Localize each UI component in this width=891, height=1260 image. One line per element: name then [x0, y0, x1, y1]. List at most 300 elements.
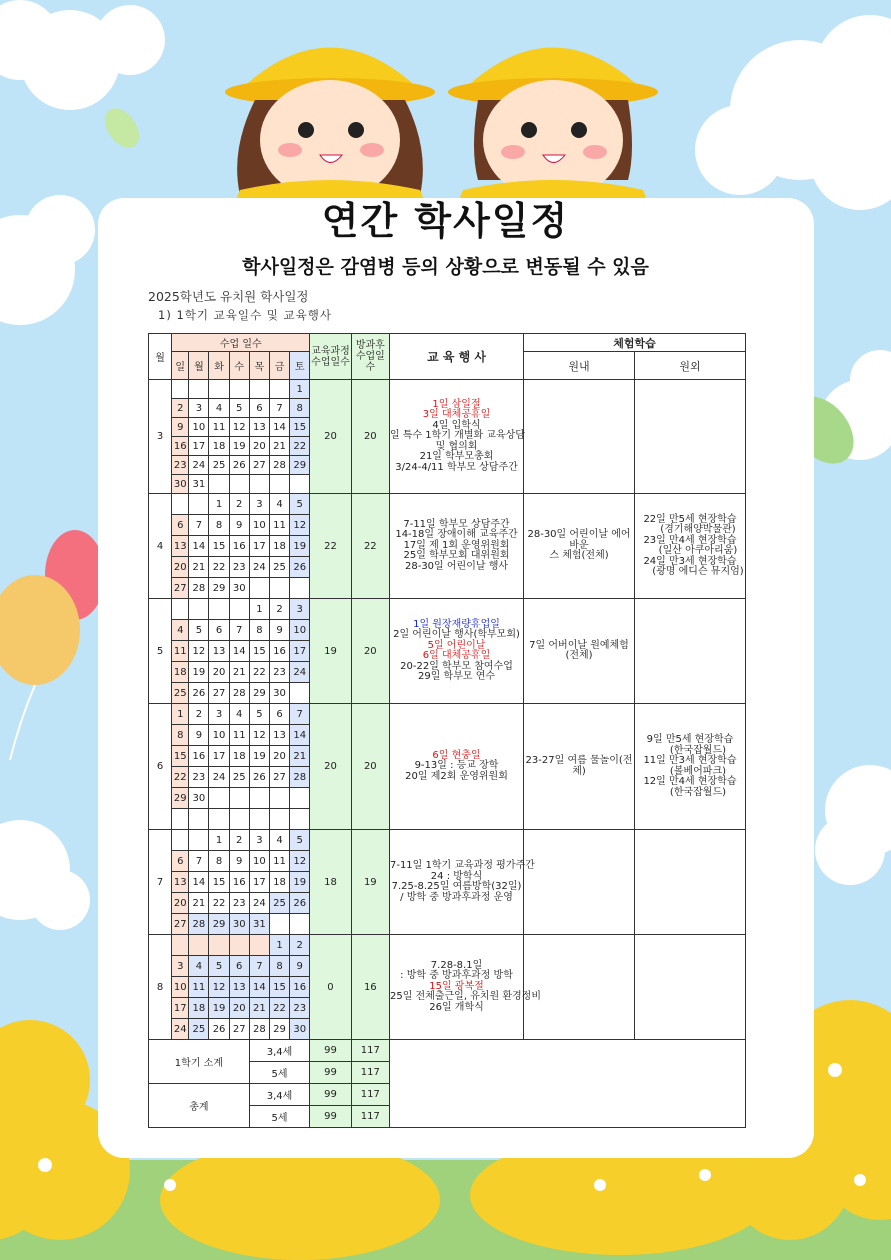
calendar-day: 1 [209, 830, 229, 851]
calendar-day: 8 [269, 956, 289, 977]
calendar-day: 10 [249, 851, 269, 872]
calendar-day: 21 [249, 998, 269, 1019]
header-thu: 목 [249, 352, 269, 380]
calendar-day: 26 [249, 767, 269, 788]
calendar-day: 7 [189, 515, 209, 536]
summary-curriculum: 99 [310, 1106, 351, 1128]
calendar-day [189, 830, 209, 851]
experience-line: 28-30일 어린이날 에어바운 [527, 529, 631, 551]
curriculum-days: 20 [310, 704, 351, 830]
calendar-day: 10 [189, 418, 209, 437]
calendar-day [249, 935, 269, 956]
event-line: 6일 현충일 [432, 749, 481, 761]
calendar-day: 1 [209, 494, 229, 515]
calendar-day: 5 [209, 956, 229, 977]
curriculum-days: 18 [310, 830, 351, 935]
calendar-day: 6 [269, 704, 289, 725]
calendar-day: 14 [249, 977, 269, 998]
afterschool-days: 22 [351, 494, 389, 599]
calendar-day: 11 [269, 515, 289, 536]
page-title: 연간 학사일정 [321, 199, 570, 243]
calendar-day: 20 [172, 893, 189, 914]
calendar-day: 25 [189, 1019, 209, 1040]
header-mon: 월 [189, 352, 209, 380]
calendar-day: 30 [229, 578, 249, 599]
calendar-day: 9 [172, 418, 189, 437]
calendar-day: 14 [189, 536, 209, 557]
calendar-day: 7 [189, 851, 209, 872]
month-label: 5 [149, 599, 172, 704]
event-line: 9-13일 : 등교 장학 [414, 760, 499, 772]
calendar-day [209, 935, 229, 956]
calendar-day: 5 [229, 399, 249, 418]
calendar-day [229, 788, 249, 809]
calendar-day: 11 [229, 725, 249, 746]
calendar-day: 18 [269, 872, 289, 893]
calendar-day: 23 [269, 662, 289, 683]
calendar-day [172, 935, 189, 956]
calendar-day: 27 [269, 767, 289, 788]
calendar-day: 11 [269, 851, 289, 872]
summary-afterschool: 117 [351, 1062, 389, 1084]
calendar-day [209, 788, 229, 809]
calendar-day: 28 [189, 914, 209, 935]
calendar-day [249, 809, 269, 830]
curriculum-days: 19 [310, 599, 351, 704]
month-label: 4 [149, 494, 172, 599]
calendar-day: 17 [249, 536, 269, 557]
calendar-day: 4 [172, 620, 189, 641]
experience-in-cell [524, 599, 635, 704]
calendar-day: 2 [290, 935, 310, 956]
experience-line: (한국잡월드) [669, 744, 727, 756]
header-curriculum-days: 교육과정 수업일수 [310, 334, 351, 380]
calendar-day [269, 809, 289, 830]
calendar-day: 20 [209, 662, 229, 683]
calendar-day [269, 578, 289, 599]
calendar-day: 2 [189, 704, 209, 725]
afterschool-days: 19 [351, 830, 389, 935]
calendar-day: 29 [209, 578, 229, 599]
calendar-day: 21 [189, 893, 209, 914]
calendar-day: 19 [249, 746, 269, 767]
calendar-day: 16 [229, 536, 249, 557]
calendar-day: 27 [172, 578, 189, 599]
calendar-day: 12 [249, 725, 269, 746]
calendar-day: 1 [249, 599, 269, 620]
event-line: 3/24-4/11 학부모 상담주간 [395, 461, 518, 473]
schedule-table [148, 333, 746, 1128]
experience-out-cell [634, 494, 745, 599]
event-line: 1일 삼일절 [432, 398, 481, 410]
summary-afterschool: 117 [351, 1040, 389, 1062]
calendar-day: 11 [172, 641, 189, 662]
experience-in-cell [524, 830, 635, 935]
experience-out-cell [634, 599, 745, 704]
event-line: 7.28-8.1일 [430, 959, 483, 971]
calendar-day [229, 809, 249, 830]
calendar-day: 2 [229, 494, 249, 515]
summary-curriculum: 99 [310, 1062, 351, 1084]
calendar-day [229, 935, 249, 956]
calendar-day: 24 [290, 662, 310, 683]
calendar-day: 22 [172, 767, 189, 788]
afterschool-days: 20 [351, 704, 389, 830]
calendar-day: 29 [172, 788, 189, 809]
calendar-day: 26 [229, 456, 249, 475]
calendar-day: 2 [269, 599, 289, 620]
summary-afterschool: 117 [351, 1106, 389, 1128]
header-experience: 체험학습 [524, 334, 746, 352]
summary-age: 3,4세 [249, 1040, 310, 1062]
calendar-day: 17 [209, 746, 229, 767]
section-heading: 1) 1학기 교육일수 및 교육행사 [158, 308, 332, 322]
experience-line: 11일 만3세 현장학습 [643, 755, 737, 766]
summary-age: 3,4세 [249, 1084, 310, 1106]
calendar-day [172, 809, 189, 830]
calendar-day: 18 [229, 746, 249, 767]
event-line: 5일 어린이날 [427, 639, 486, 651]
calendar-day: 3 [172, 956, 189, 977]
calendar-day: 12 [229, 418, 249, 437]
total-label: 총계 [149, 1084, 250, 1128]
experience-in-cell [524, 494, 635, 599]
calendar-day: 9 [269, 620, 289, 641]
document-heading: 2025학년도 유치원 학사일정 [148, 289, 309, 304]
calendar-day: 6 [172, 851, 189, 872]
calendar-day: 25 [172, 683, 189, 704]
calendar-day: 10 [290, 620, 310, 641]
calendar-day: 22 [249, 662, 269, 683]
calendar-day [290, 788, 310, 809]
calendar-day: 2 [229, 830, 249, 851]
calendar-day: 24 [209, 767, 229, 788]
calendar-day: 13 [249, 418, 269, 437]
calendar-day: 20 [229, 998, 249, 1019]
calendar-day: 4 [269, 494, 289, 515]
calendar-day: 27 [209, 683, 229, 704]
experience-line: 23일 만4세 현장학습 [643, 534, 737, 546]
calendar-day: 7 [290, 704, 310, 725]
experience-in-cell [524, 704, 635, 830]
calendar-day: 26 [189, 683, 209, 704]
calendar-day: 25 [269, 557, 289, 578]
calendar-day [189, 599, 209, 620]
calendar-day: 15 [269, 977, 289, 998]
header-exp-in: 원내 [524, 352, 635, 380]
header-wed: 수 [229, 352, 249, 380]
calendar-day: 11 [189, 977, 209, 998]
calendar-day: 18 [269, 536, 289, 557]
calendar-day [290, 683, 310, 704]
event-line: 6일 대체공휴일 [422, 650, 491, 661]
calendar-day [290, 475, 310, 494]
calendar-day: 13 [229, 977, 249, 998]
calendar-day: 23 [229, 893, 249, 914]
curriculum-days: 0 [310, 935, 351, 1040]
calendar-day [189, 494, 209, 515]
calendar-day [172, 830, 189, 851]
calendar-day: 7 [249, 956, 269, 977]
calendar-day: 28 [269, 456, 289, 475]
event-line: 15일 광복절 [429, 980, 484, 992]
calendar-day: 11 [209, 418, 229, 437]
calendar-day: 3 [290, 599, 310, 620]
calendar-day: 18 [172, 662, 189, 683]
calendar-day: 30 [189, 788, 209, 809]
calendar-day: 6 [249, 399, 269, 418]
calendar-day: 26 [290, 893, 310, 914]
events-cell [389, 380, 523, 494]
calendar-day: 14 [290, 725, 310, 746]
calendar-day [209, 809, 229, 830]
event-line: 7-11일 학부모 상담주간 [403, 518, 510, 530]
events-cell [389, 599, 523, 704]
calendar-day: 23 [189, 767, 209, 788]
event-line: 17일 제 1회 운영위원회 [403, 539, 510, 551]
calendar-day: 25 [229, 767, 249, 788]
calendar-day: 19 [229, 437, 249, 456]
event-line: 25일 학부모회 대위원회 [403, 550, 510, 562]
calendar-day: 1 [269, 935, 289, 956]
calendar-day: 1 [290, 380, 310, 399]
header-fri: 금 [269, 352, 289, 380]
calendar-day: 21 [269, 437, 289, 456]
calendar-day [229, 599, 249, 620]
experience-in-cell [524, 380, 635, 494]
calendar-day: 21 [189, 557, 209, 578]
calendar-day: 13 [172, 536, 189, 557]
calendar-day: 28 [189, 578, 209, 599]
event-line: : 방학 중 방과후과정 방학 [400, 970, 513, 982]
calendar-day: 19 [189, 662, 209, 683]
event-line: 14-18일 장애이해 교육주간 [395, 529, 518, 541]
experience-line: 스 체험(전체) [549, 550, 609, 562]
afterschool-days: 20 [351, 380, 389, 494]
calendar-day [189, 380, 209, 399]
calendar-day: 12 [209, 977, 229, 998]
calendar-day: 8 [209, 851, 229, 872]
calendar-day: 24 [249, 557, 269, 578]
calendar-day: 8 [290, 399, 310, 418]
event-line: 4일 입학식 [432, 419, 481, 431]
calendar-day: 20 [269, 746, 289, 767]
calendar-day: 10 [209, 725, 229, 746]
calendar-day: 22 [209, 893, 229, 914]
calendar-day: 16 [269, 641, 289, 662]
calendar-day: 21 [229, 662, 249, 683]
calendar-day: 13 [209, 641, 229, 662]
calendar-day: 25 [269, 893, 289, 914]
calendar-day: 3 [189, 399, 209, 418]
events-cell [389, 935, 541, 1040]
month-label: 6 [149, 704, 172, 830]
header-events: 교 육 행 사 [389, 334, 523, 380]
calendar-day: 15 [249, 641, 269, 662]
calendar-day: 1 [172, 704, 189, 725]
calendar-day: 16 [290, 977, 310, 998]
calendar-day: 5 [290, 494, 310, 515]
calendar-day: 10 [172, 977, 189, 998]
calendar-day: 29 [249, 683, 269, 704]
experience-line: 22일 만5세 현장학습 [643, 513, 737, 525]
curriculum-days: 20 [310, 380, 351, 494]
calendar-day: 20 [249, 437, 269, 456]
calendar-day: 29 [269, 1019, 289, 1040]
event-line: 7.25-8.25일 여름방학(32일) [391, 881, 522, 892]
calendar-day: 9 [229, 515, 249, 536]
month-label: 3 [149, 380, 172, 494]
calendar-day [269, 788, 289, 809]
event-line: 일 특수 1학기 개별화 교육상담 [389, 430, 525, 442]
calendar-day: 15 [209, 872, 229, 893]
calendar-day: 24 [249, 893, 269, 914]
calendar-day: 4 [209, 399, 229, 418]
event-line: 7-11일 1학기 교육과정 평가주간 [389, 860, 535, 871]
calendar-day: 15 [172, 746, 189, 767]
event-line: 26일 개학식 [429, 1001, 484, 1013]
calendar-day [249, 380, 269, 399]
calendar-day: 28 [249, 1019, 269, 1040]
calendar-day: 12 [189, 641, 209, 662]
calendar-day: 9 [290, 956, 310, 977]
calendar-day [290, 809, 310, 830]
event-line: / 방학 중 방과후과정 운영 [400, 891, 513, 903]
calendar-day [189, 809, 209, 830]
calendar-day: 23 [229, 557, 249, 578]
summary-age: 5세 [249, 1062, 310, 1084]
calendar-day: 16 [229, 872, 249, 893]
header-sun: 일 [172, 352, 189, 380]
calendar-day: 17 [249, 872, 269, 893]
calendar-day: 30 [269, 683, 289, 704]
page-subtitle: 학사일정은 감염병 등의 상황으로 변동될 수 있음 [242, 256, 649, 278]
calendar-day: 6 [209, 620, 229, 641]
calendar-day: 27 [229, 1019, 249, 1040]
summary-age: 5세 [249, 1106, 310, 1128]
event-line: 20-22일 학부모 참여수업 [400, 660, 513, 672]
calendar-day: 30 [290, 1019, 310, 1040]
event-line: 24 : 방학식 [430, 870, 483, 882]
calendar-day: 8 [172, 725, 189, 746]
calendar-day: 23 [290, 998, 310, 1019]
calendar-day: 6 [172, 515, 189, 536]
calendar-day: 30 [172, 475, 189, 494]
summary-curriculum: 99 [310, 1040, 351, 1062]
calendar-day: 26 [290, 557, 310, 578]
header-month: 월 [149, 334, 172, 380]
calendar-day: 7 [229, 620, 249, 641]
experience-in-cell [524, 935, 635, 1040]
header-afterschool-days: 방과후 수업일수 [351, 334, 389, 380]
header-exp-out: 원외 [634, 352, 745, 380]
events-cell [389, 494, 523, 599]
calendar-day: 22 [290, 437, 310, 456]
calendar-day: 21 [290, 746, 310, 767]
calendar-day: 9 [189, 725, 209, 746]
experience-out-cell [634, 704, 745, 830]
experience-line: 9일 만5세 현장학습 [646, 734, 734, 745]
calendar-day [269, 914, 289, 935]
calendar-day: 8 [209, 515, 229, 536]
calendar-day: 3 [209, 704, 229, 725]
calendar-day: 22 [269, 998, 289, 1019]
calendar-day: 16 [189, 746, 209, 767]
header-tue: 화 [209, 352, 229, 380]
calendar-day: 14 [269, 418, 289, 437]
curriculum-days: 22 [310, 494, 351, 599]
calendar-day: 28 [229, 683, 249, 704]
calendar-day: 3 [249, 494, 269, 515]
events-cell [389, 704, 523, 830]
month-label: 8 [149, 935, 172, 1040]
semester-subtotal-label: 1학기 소계 [149, 1040, 250, 1084]
header-sat: 토 [290, 352, 310, 380]
event-line: 21일 학부모총회 [419, 451, 494, 463]
event-line: 2일 어린이날 행사(학부모회) [393, 629, 520, 640]
experience-line: 23-27일 여름 물놀이(전체) [525, 755, 633, 777]
calendar-day: 12 [290, 515, 310, 536]
calendar-day: 20 [172, 557, 189, 578]
calendar-day: 15 [290, 418, 310, 437]
calendar-day: 16 [172, 437, 189, 456]
calendar-day: 4 [229, 704, 249, 725]
calendar-day: 31 [189, 475, 209, 494]
event-line: 1일 원장재량휴업일 [413, 618, 500, 630]
calendar-day [269, 475, 289, 494]
experience-line: 7일 어버이날 원예체험(전체) [529, 639, 629, 661]
calendar-day: 17 [172, 998, 189, 1019]
calendar-day: 19 [290, 536, 310, 557]
calendar-day: 5 [290, 830, 310, 851]
calendar-day: 5 [189, 620, 209, 641]
calendar-day [229, 475, 249, 494]
calendar-day: 25 [209, 456, 229, 475]
calendar-day: 12 [290, 851, 310, 872]
afterschool-days: 16 [351, 935, 389, 1040]
calendar-day: 24 [172, 1019, 189, 1040]
calendar-day [172, 599, 189, 620]
calendar-day: 3 [249, 830, 269, 851]
calendar-day [189, 935, 209, 956]
calendar-day [172, 494, 189, 515]
summary-afterschool: 117 [351, 1084, 389, 1106]
experience-line: 12일 만4세 현장학습 [643, 776, 737, 787]
calendar-day: 24 [189, 456, 209, 475]
afterschool-days: 20 [351, 599, 389, 704]
calendar-day: 29 [209, 914, 229, 935]
calendar-day: 14 [229, 641, 249, 662]
calendar-day: 19 [209, 998, 229, 1019]
calendar-day [249, 578, 269, 599]
experience-out-cell [634, 830, 745, 935]
month-label: 7 [149, 830, 172, 935]
calendar-day: 9 [229, 851, 249, 872]
calendar-day: 4 [269, 830, 289, 851]
event-line: 20일 제2회 운영위원회 [405, 770, 508, 782]
event-line: 25일 전체출근일, 유치원 환경정비 [389, 991, 541, 1003]
calendar-day: 18 [189, 998, 209, 1019]
calendar-day [209, 599, 229, 620]
calendar-day [172, 380, 189, 399]
calendar-day [269, 380, 289, 399]
summary-curriculum: 99 [310, 1084, 351, 1106]
calendar-day: 26 [209, 1019, 229, 1040]
experience-line: (경기해양박물관) [660, 524, 736, 535]
calendar-day: 17 [290, 641, 310, 662]
calendar-day: 13 [172, 872, 189, 893]
calendar-day [249, 788, 269, 809]
